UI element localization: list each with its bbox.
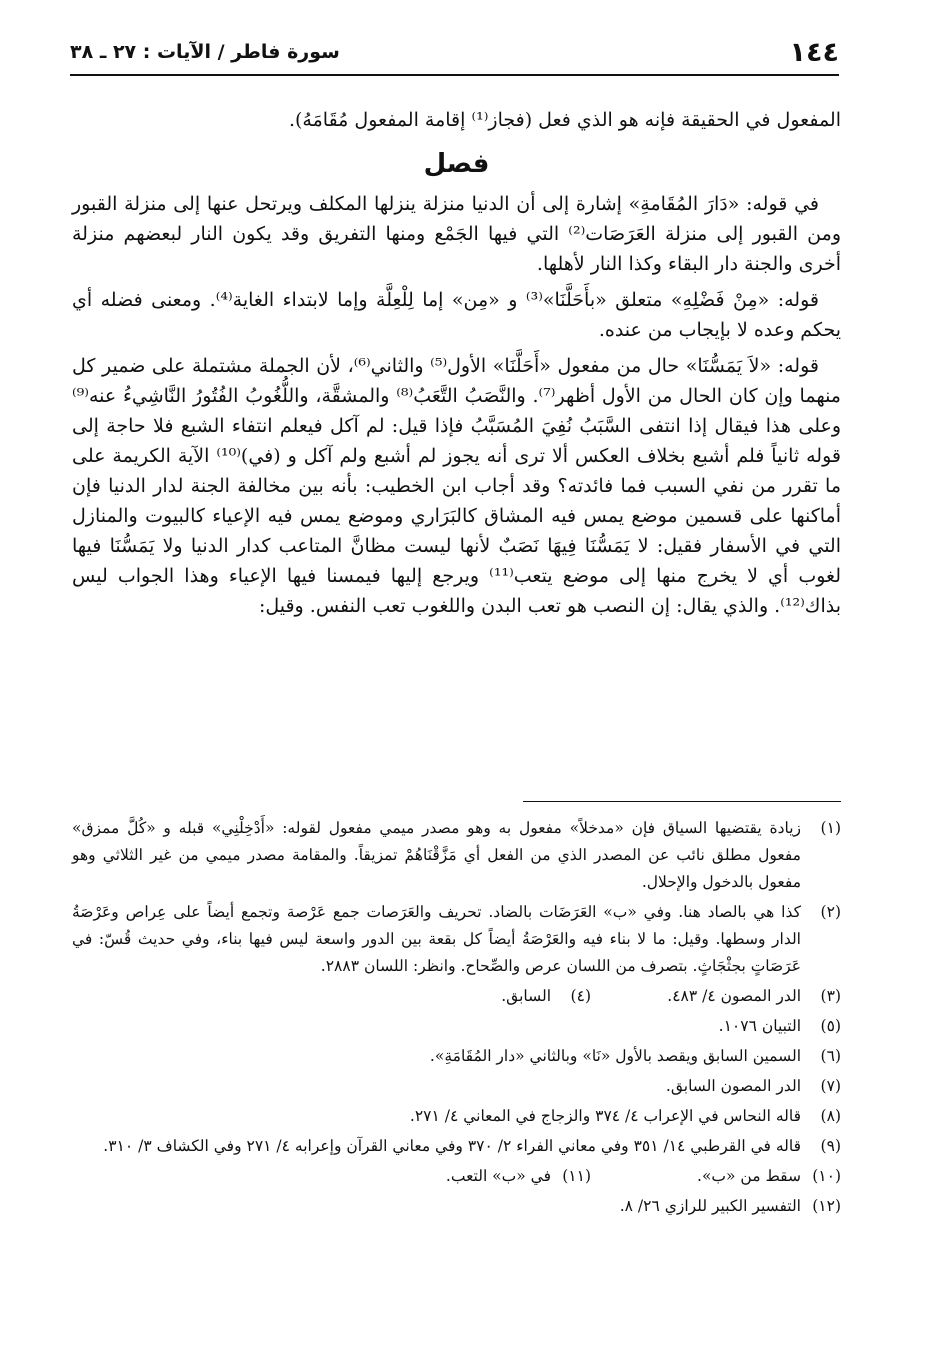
footnote	[72, 1043, 841, 1070]
footnote	[72, 1133, 841, 1160]
section-heading: فصل	[423, 149, 490, 179]
main-text	[72, 105, 841, 627]
footnote-text: التفسير الكبير للرازي ٢٦/ ٨.	[619, 1197, 801, 1215]
footnote-text: السابق.	[501, 987, 551, 1005]
footnote-pair	[72, 983, 841, 1010]
footnote	[72, 899, 841, 980]
footnote-number: (٢)	[820, 903, 841, 921]
running-header	[70, 30, 839, 76]
footnote-text: الدر المصون السابق.	[665, 1077, 801, 1095]
footnote	[72, 1103, 841, 1130]
paragraph: قوله: «لاَ يَمَسُّنَا» حال من مفعول «أَحَلَّنَا» الأول⁽⁵⁾ والثاني⁽⁶⁾، لأن الجملة مشتملة على ضمير كل منهما وإن كان الحال من الأول أظهر⁽⁷⁾. والنَّصَبُ التَّعَبُ⁽⁸⁾ والمشقَّة، واللُّغُوبُ الفُتُورُ النَّاشِيءُ عنه⁽⁹⁾ وعلى هذا فيقال إذا انتفى السَّبَبُ نُفِيَ المُسَبَّبُ فإذا قيل: لم آكل فيعلم انتفاء الشبع فلا حاجة إلى قوله ثانياً فلم أشبع بخلاف العكس ألا ترى أنه يجوز لم أشبع ولم آكل و (في)⁽¹⁰⁾ الآية الكريمة على ما تقرر من نفي السبب فما فائدته؟ وقد أجاب ابن الخطيب: بأنه بين مخالفة الجنة لدار الدنيا فإن أماكنها على قسمين موضع يمس فيه المشاق كالبَرَاري وموضع يمس فيه الإعياء كالبيوت والمنازل التي في الأسفار فقيل: لا يَمَسُّنَا فِيهَا نَصَبٌ لأنها ليست مظانَّ المتاعب كدار الدنيا ولا يَمَسُّنَا فيها لغوب أي لا يخرج منها إلى موضع يتعب⁽¹¹⁾ ويرجع إليها فيمسنا فيها الإعياء وهذا الجواب ليس بذاك⁽¹²⁾. والذي يقال: إن النصب هو تعب البدن واللغوب تعب النفس. وقيل:	[72, 355, 841, 617]
footnote	[341, 983, 591, 1010]
footnote-text: في «ب» التعب.	[445, 1167, 551, 1185]
footnote-number: (١١)	[562, 1167, 591, 1185]
footnote-number: (١)	[820, 819, 841, 837]
footnote	[72, 1193, 841, 1220]
paragraph: قوله: «مِنْ فَضْلِهِ» متعلق «بأَحَلَّنَا»⁽³⁾ و «مِن» إما لِلْعِلَّة وإما لابتداء الغاية⁽⁴⁾. ومعنى فضله أي يحكم وعده لا بإيجاب من عنده.	[72, 289, 841, 341]
footnote-text: سقط من «ب».	[697, 1167, 801, 1185]
footnote-separator	[523, 801, 841, 802]
footnote-text: التبيان ١٠٧٦.	[718, 1017, 801, 1035]
footnote-text: كذا هي بالصاد هنا. وفي «ب» العَرَضَات بالضاد. تحريف والعَرَصات جمع عَرْصة وتجمع أيضاً على عِراص وعَرْصَةُ الدار وسطها. وقيل: ما لا بناء فيه والعَرْصَةُ أيضاً كل بقعة بين الدور واسعة ليس فيها بناء، وفي حديث قُسّ: في عَرَصَاتٍ بجثْجَاثٍ. بتصرف من اللسان عرص والصِّحاح. وانظر: اللسان ٢٨٨٣.	[72, 903, 801, 975]
footnote	[72, 1013, 841, 1040]
footnote-text: قاله في القرطبي ١٤/ ٣٥١ وفي معاني الفراء ٢/ ٣٧٠ وفي معاني القرآن وإعرابه ٤/ ٢٧١ وفي الكشاف ٣/ ٣١٠.	[103, 1137, 801, 1155]
paragraph: في قوله: «دَارَ المُقَامةِ» إشارة إلى أن الدنيا منزلة ينزلها المكلف ويرتحل عنها إلى منزلة القبور ومن القبور إلى منزلة العَرَصَات⁽²⁾ التي فيها الجَمْع ومنها التفريق وقد يكون النار لبعضهم منزلة أخرى والجنة دار البقاء وكذا النار لأهلها.	[72, 193, 841, 275]
footnote-number: (٩)	[820, 1137, 841, 1155]
footnote-number: (٣)	[820, 987, 841, 1005]
intro-paragraph: المفعول في الحقيقة فإنه هو الذي فعل (فجاز⁽¹⁾ إقامة المفعول مُقَامَهُ).	[288, 109, 841, 131]
page-number: ١٤٤	[789, 36, 839, 68]
footnote-number: (٨)	[820, 1107, 841, 1125]
footnote	[591, 983, 841, 1010]
running-title: سورة فاطر / الآيات : ٢٧ ـ ٣٨	[70, 41, 340, 63]
footnote-pair	[72, 1163, 841, 1190]
footnote	[341, 1163, 591, 1190]
footnotes	[72, 815, 841, 1223]
footnote	[72, 1073, 841, 1100]
footnote-number: (٧)	[820, 1077, 841, 1095]
footnote-number: (٤)	[570, 987, 591, 1005]
footnote-text: الدر المصون ٤/ ٤٨٣.	[667, 987, 801, 1005]
footnote-number: (١٢)	[812, 1197, 841, 1215]
footnote	[72, 815, 841, 896]
footnote-text: السمين السابق ويقصد بالأول «نَا» وبالثاني «دار المُقَامَةِ».	[429, 1047, 801, 1065]
footnote-text: قاله النحاس في الإعراب ٤/ ٣٧٤ والزجاج في المعاني ٤/ ٢٧١.	[409, 1107, 801, 1125]
footnote	[591, 1163, 841, 1190]
footnote-number: (١٠)	[812, 1167, 841, 1185]
footnote-number: (٦)	[820, 1047, 841, 1065]
footnote-text: زيادة يقتضيها السياق فإن «مدخلاً» مفعول به وهو مصدر ميمي مفعول لقوله: «أَدْخِلْنِي» قبله و «كُلَّ ممزق» مفعول مطلق نائب عن المصدر الذي من الفعل أي مَزَّقْنَاهُمْ تمزيقاً. والمقامة مصدر ميمي من غير الثلاثي وهو مفعول بالدخول والإحلال.	[72, 819, 801, 891]
footnote-number: (٥)	[820, 1017, 841, 1035]
